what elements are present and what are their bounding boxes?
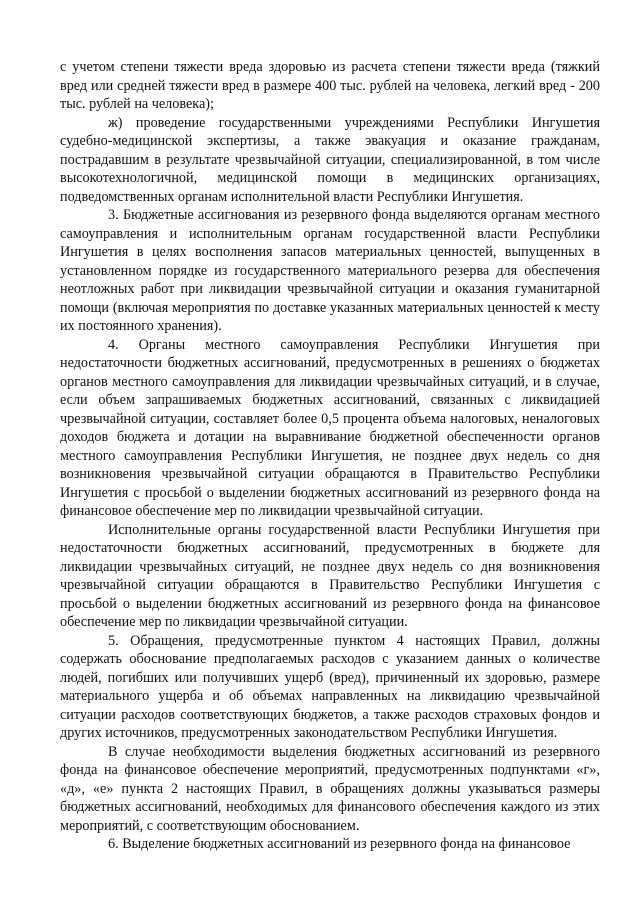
paragraph-point-6: 6. Выделение бюджетных ассигнований из резервного фонда на финансовое	[108, 836, 571, 852]
paragraph-allocation-need: В случае необходимости выделения бюджетных ассигнований из резервного фонда на финансовое обеспечение мероприятий, предусмотренных подпунктами «г», «д», «е» пункта 2 настоящих Правил, в обращениях должны указываться размеры бюджетных ассигнований, необходимых для финансового обеспечения каждого из этих мероприятий, с соответствующим обоснованием.	[60, 743, 600, 834]
paragraph-point-4: 4. Органы местного самоуправления Республики Ингушетия при недостаточности бюджетных ассигнований, предусмотренных в решениях о бюджетах органов местного самоуправления для ликвидации чрезвычайных ситуаций, и в случае, если объем запрашиваемых бюджетных ассигнований, связанных с ликвидацией чрезвычайной ситуации, составляет более 0,5 процента объема налоговых, неналоговых доходов бюджета и дотации на выравнивание бюджетной обеспеченности органов местного самоуправления Республики Ингушетия, не позднее двух недель со дня возникновения чрезвычайной ситуации обращаются в Правительство Республики Ингушетия с просьбой о выделении бюджетных ассигнований из резервного фонда на финансовое обеспечение мер по ликвидации чрезвычайной ситуации.	[60, 336, 600, 519]
paragraph-point-3: 3. Бюджетные ассигнования из резервного фонда выделяются органам местного самоуправления и исполнительным органам государственной власти Республики Ингушетия в целях восполнения запасов материальных ценностей, выпущенных в установленном порядке из государственного материального резерва для обеспечения неотложных работ при ликвидации чрезвычайной ситуации и оказания гуманитарной помощи (включая мероприятия по доставке указанных материальных ценностей к месту их постоянного хранения).	[60, 207, 600, 334]
paragraph-continuation: с учетом степени тяжести вреда здоровью из расчета степени тяжести вреда (тяжкий вред или средней тяжести вред в размере 400 тыс. рублей на человека, легкий вред - 200 тыс. рублей на человека);	[60, 59, 600, 112]
paragraph-item-zh: ж) проведение государственными учреждениями Республики Ингушетия судебно-медицинской экспертизы, а также эвакуация и оказание гражданам, пострадавшим в результате чрезвычайной ситуации, специализированной, в том числе высокотехнологичной, медицинской помощи в медицинских организациях, подведомственных органам исполнительной власти Республики Ингушетия.	[60, 114, 600, 205]
paragraph-point-5: 5. Обращения, предусмотренные пунктом 4 настоящих Правил, должны содержать обоснование предполагаемых расходов с указанием данных о количестве людей, погибших или получивших ущерб (вред), причиненный их здоровью, размере материального ущерба и об объемах направленных на ликвидацию чрезвычайной ситуации расходов соответствующих бюджетов, а также расходов страховых фондов и других источников, предусмотренных законодательством Республики Ингушетия.	[60, 632, 600, 741]
document-page	[60, 58, 600, 854]
paragraph-executive-bodies: Исполнительные органы государственной власти Республики Ингушетия при недостаточности бюджетных ассигнований, предусмотренных в бюджете для ликвидации чрезвычайных ситуаций, не позднее двух недель со дня возникновения чрезвычайной ситуации обращаются в Правительство Республики Ингушетия с просьбой о выделении бюджетных ассигнований из резервного фонда на финансовое обеспечение мер по ликвидации чрезвычайной ситуации.	[60, 521, 600, 630]
